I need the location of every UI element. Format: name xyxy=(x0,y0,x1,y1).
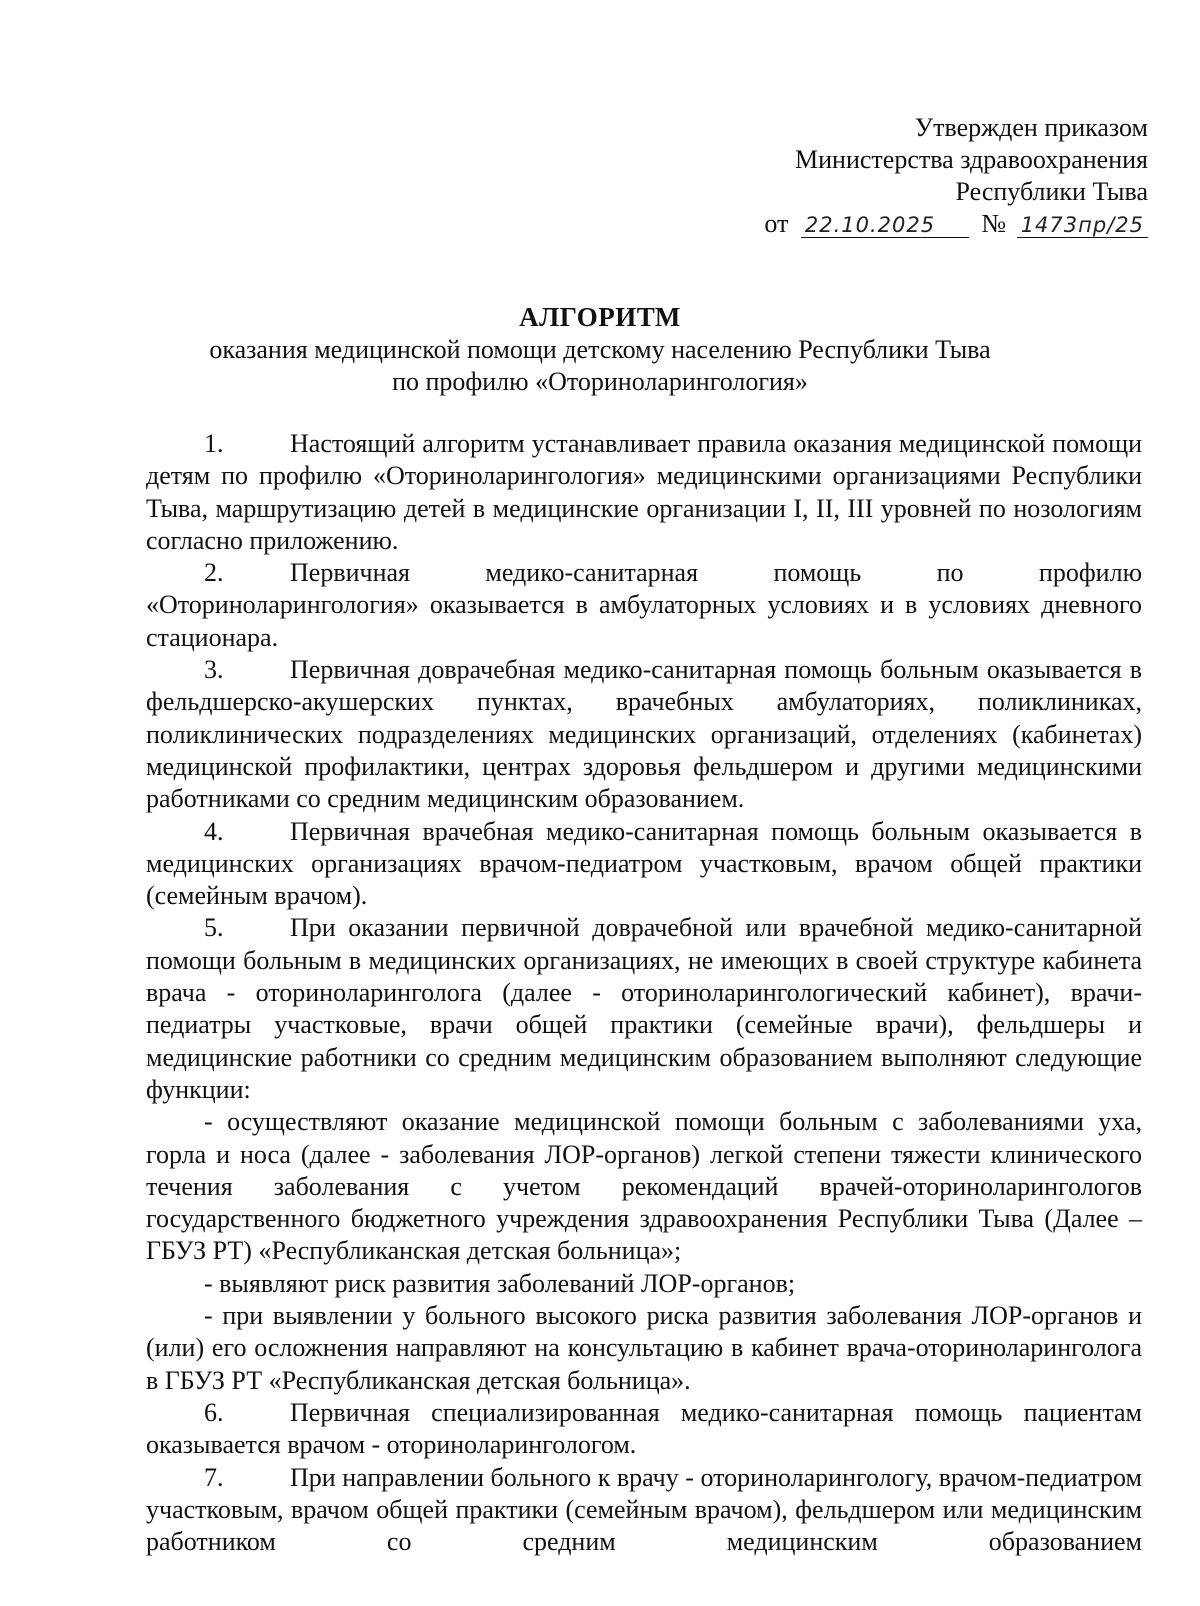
paragraph-text: Первичная врачебная медико-санитарная помощь больным оказывается в медицинских организациях врачом-педиатром участковым, врачом общей практики (семейным врачом). xyxy=(146,816,1142,911)
number-label: № xyxy=(981,209,1007,238)
list-item-3 xyxy=(146,1300,1142,1397)
order-date-handwritten: 22.10.2025 xyxy=(801,213,969,238)
paragraph-text: Первичная медико-санитарная помощь по профилю «Оториноларингология» оказывается в амбулаторных условиях и в условиях дневного стационара. xyxy=(146,558,1142,652)
paragraph-6 xyxy=(146,1397,1142,1462)
paragraph-text: Первичная доврачебная медико-санитарная помощь больным оказывается в фельдшерско-акушерских пунктах, врачебных амбулаториях, поликлиниках, поликлинических подразделениях медицинских организаций, отделениях (кабинетах) медицинской профилактики, центрах здоровья фельдшером и другими медицинскими работниками со средним медицинским образованием. xyxy=(146,655,1142,814)
paragraph-7 xyxy=(146,1462,1142,1559)
from-label: от xyxy=(764,209,789,238)
paragraph-number: 2. xyxy=(204,558,224,588)
paragraph-number: 5. xyxy=(204,913,224,943)
document-subtitle-line-2: по профилю «Оториноларингология» xyxy=(392,367,808,396)
paragraph-2 xyxy=(146,557,1142,654)
document-subtitle-line-1: оказания медицинской помощи детскому населению Республики Тыва xyxy=(209,335,991,364)
paragraph-5 xyxy=(146,912,1142,1106)
list-item-text: - при выявлении у больного высокого риска развития заболевания ЛОР-органов и (или) его осложнения направляют на консультацию в кабинет врача-оториноларинголога в ГБУЗ РТ «Республиканская детская больница». xyxy=(146,1301,1142,1395)
order-reference xyxy=(764,208,1148,240)
paragraph-number: 6. xyxy=(204,1397,224,1427)
paragraph-number: 3. xyxy=(204,655,224,685)
paragraph-text: Настоящий алгоритм устанавливает правила оказания медицинской помощи детям по профилю «Оториноларингология» медицинскими организациями Республики Тыва, маршрутизацию детей в медицинские организации I, II, III уровней по нозологиям согласно приложению. xyxy=(146,429,1142,555)
paragraph-number: 1. xyxy=(204,429,224,458)
document-title: АЛГОРИТМ xyxy=(519,302,681,332)
approval-line-3: Республики Тыва xyxy=(955,177,1148,206)
paragraph-number: 7. xyxy=(204,1462,224,1492)
list-item-1 xyxy=(146,1106,1142,1267)
paragraph-text: При оказании первичной доврачебной или врачебной медико-санитарной помощи больным в медицинских организациях, не имеющих в своей структуре кабинета врача - оториноларинголога (далее - оториноларингологический кабинет), врачи-педиатры участковые, врачи общей практики (семейные врачи), фельдшеры и медицинские работники со средним медицинским образованием выполняют следующие функции: xyxy=(146,913,1142,1104)
list-item-text: - выявляют риск развития заболеваний ЛОР-органов; xyxy=(204,1268,796,1298)
order-number-handwritten: 1473пр/25 xyxy=(1017,213,1148,238)
paragraph-text: Первичная специализированная медико-санитарная помощь пациентам оказывается врачом - оториноларингологом. xyxy=(146,1397,1142,1460)
approval-line-2: Министерства здравоохранения xyxy=(795,145,1148,174)
document-title-block xyxy=(0,300,1200,398)
approval-line-1: Утвержден приказом xyxy=(914,113,1148,142)
paragraph-number: 4. xyxy=(204,816,224,846)
document-body xyxy=(146,428,1142,1558)
list-item-text: - осуществляют оказание медицинской помощи больным с заболеваниями уха, горла и носа (далее - заболевания ЛОР-органов) легкой степени тяжести клинического течения заболевания с учетом рекомендаций врачей-оториноларингологов государственного бюджетного учреждения здравоохранения Республики Тыва (Далее – ГБУЗ РТ) «Республиканская детская больница»; xyxy=(146,1107,1142,1266)
paragraph-text: При направлении больного к врачу - оториноларингологу, врачом-педиатром участковым, врачом общей практики (семейным врачом), фельдшером или медицинским работником со средним медицинским образованием xyxy=(146,1462,1142,1557)
approval-block xyxy=(764,112,1148,240)
paragraph-1 xyxy=(146,428,1142,557)
paragraph-3 xyxy=(146,654,1142,815)
paragraph-4 xyxy=(146,816,1142,913)
list-item-2 xyxy=(146,1268,1142,1300)
